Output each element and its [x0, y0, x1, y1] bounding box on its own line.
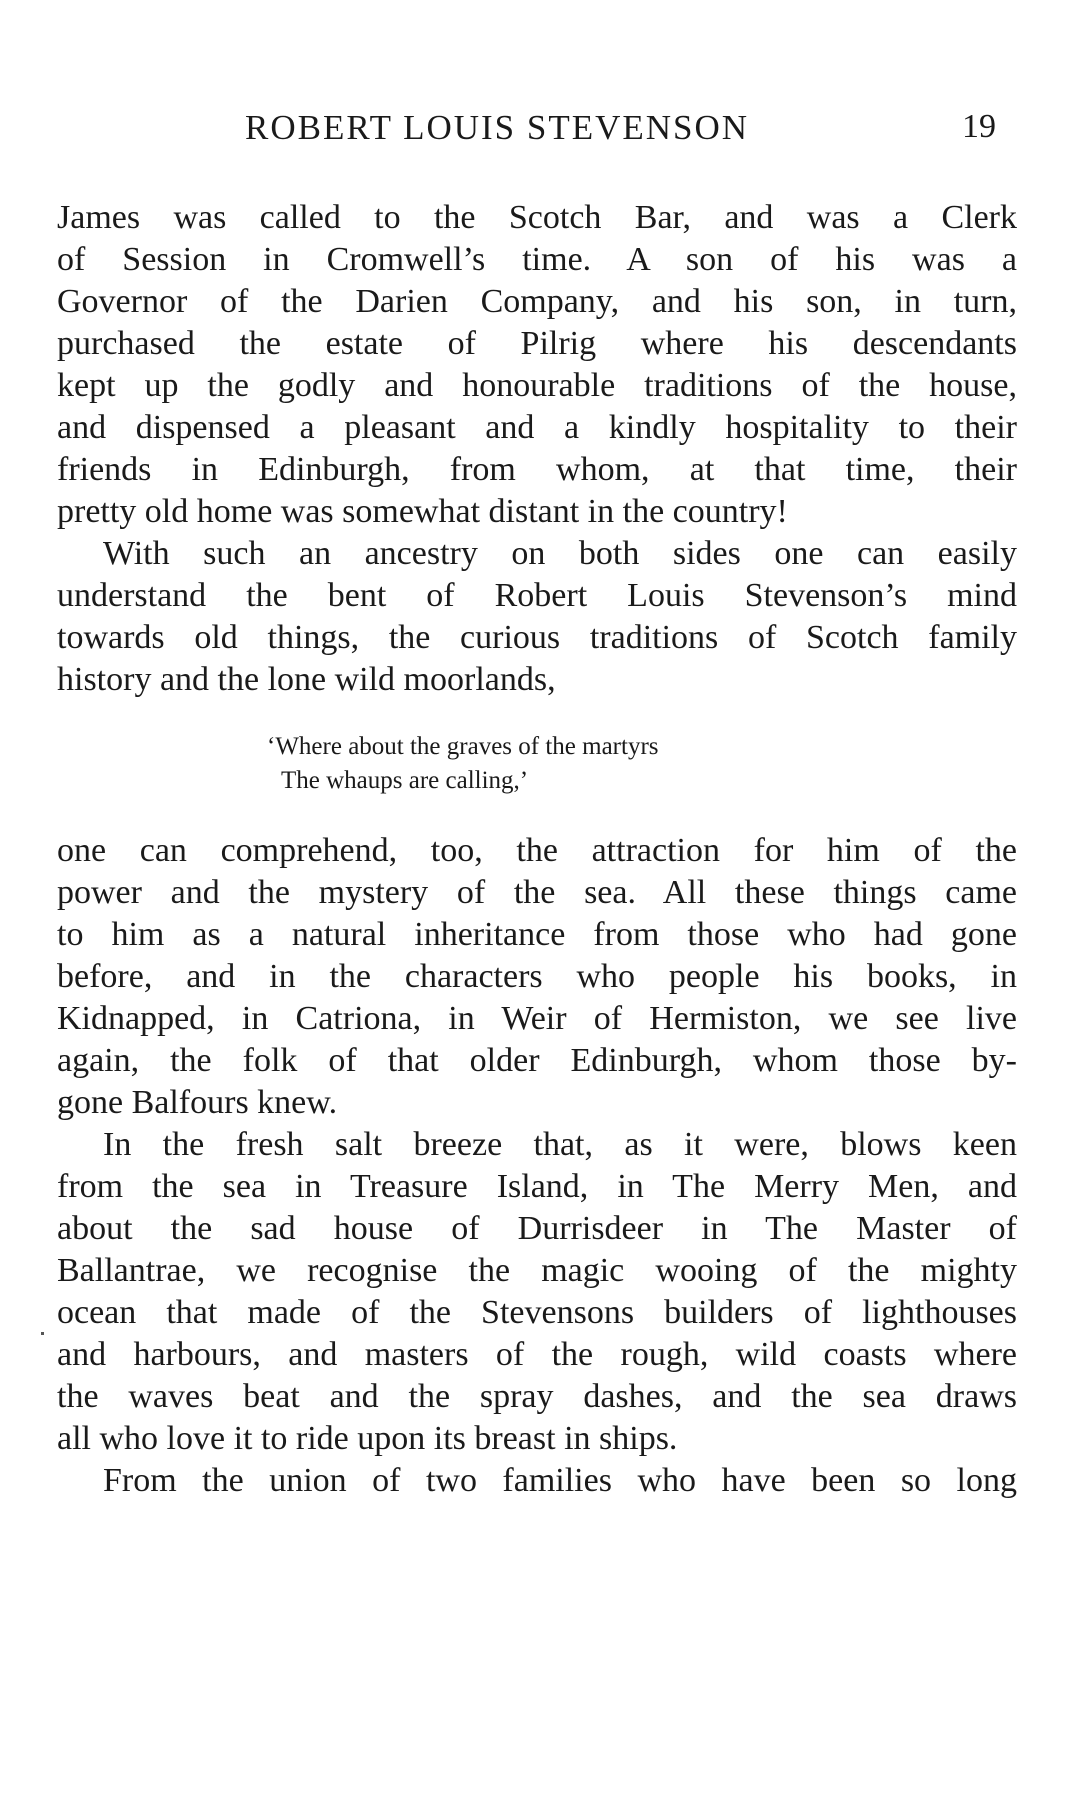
running-head [0, 108, 1080, 158]
text-line: power and the mystery of the sea. All these things came [57, 874, 1017, 911]
text-line: Governor of the Darien Company, and his son, in turn, [57, 283, 1017, 320]
text-line: James was called to the Scotch Bar, and was a Clerk [57, 199, 1017, 236]
text-line: from the sea in Treasure Island, in The Merry Men, and [57, 1168, 1017, 1205]
text-line: In the fresh salt breeze that, as it were, blows keen [103, 1126, 1017, 1163]
text-line: of Session in Cromwell’s time. A son of his was a [57, 241, 1017, 278]
text-line: before, and in the characters who people his books, in [57, 958, 1017, 995]
verse-line: The whaups are calling,’ [281, 767, 529, 794]
text-line: purchased the estate of Pilrig where his descendants [57, 325, 1017, 362]
text-line: Kidnapped, in Catriona, in Weir of Hermiston, we see live [57, 1000, 1017, 1037]
text-line: friends in Edinburgh, from whom, at that time, their [57, 451, 1017, 488]
text-line: From the union of two families who have been so long [103, 1462, 1017, 1499]
verse-line: ‘Where about the graves of the martyrs [267, 733, 659, 760]
text-line: and harbours, and masters of the rough, wild coasts where [57, 1336, 1017, 1373]
text-line: about the sad house of Durrisdeer in The Master of [57, 1210, 1017, 1247]
text-line: towards old things, the curious traditions of Scotch family [57, 619, 1017, 656]
text-line: gone Balfours knew. [57, 1084, 338, 1121]
text-line: kept up the godly and honourable traditions of the house, [57, 367, 1017, 404]
page-number: 19 [962, 108, 996, 145]
text-line: understand the bent of Robert Louis Stevenson’s mind [57, 577, 1017, 614]
text-line: to him as a natural inheritance from those who had gone [57, 916, 1017, 953]
running-title: ROBERT LOUIS STEVENSON [245, 108, 750, 147]
text-line: one can comprehend, too, the attraction for him of the [57, 832, 1017, 869]
text-line: history and the lone wild moorlands, [57, 661, 556, 698]
text-line: Ballantrae, we recognise the magic wooing of the mighty [57, 1252, 1017, 1289]
text-line: and dispensed a pleasant and a kindly hospitality to their [57, 409, 1017, 446]
text-line: ocean that made of the Stevensons builders of lighthouses [57, 1294, 1017, 1331]
text-line: With such an ancestry on both sides one can easily [103, 535, 1017, 572]
stray-ink-mark [41, 1332, 44, 1335]
text-line: again, the folk of that older Edinburgh, whom those by- [57, 1042, 1017, 1079]
text-line: the waves beat and the spray dashes, and the sea draws [57, 1378, 1017, 1415]
text-line: all who love it to ride upon its breast in ships. [57, 1420, 678, 1457]
text-line: pretty old home was somewhat distant in the country! [57, 493, 788, 530]
